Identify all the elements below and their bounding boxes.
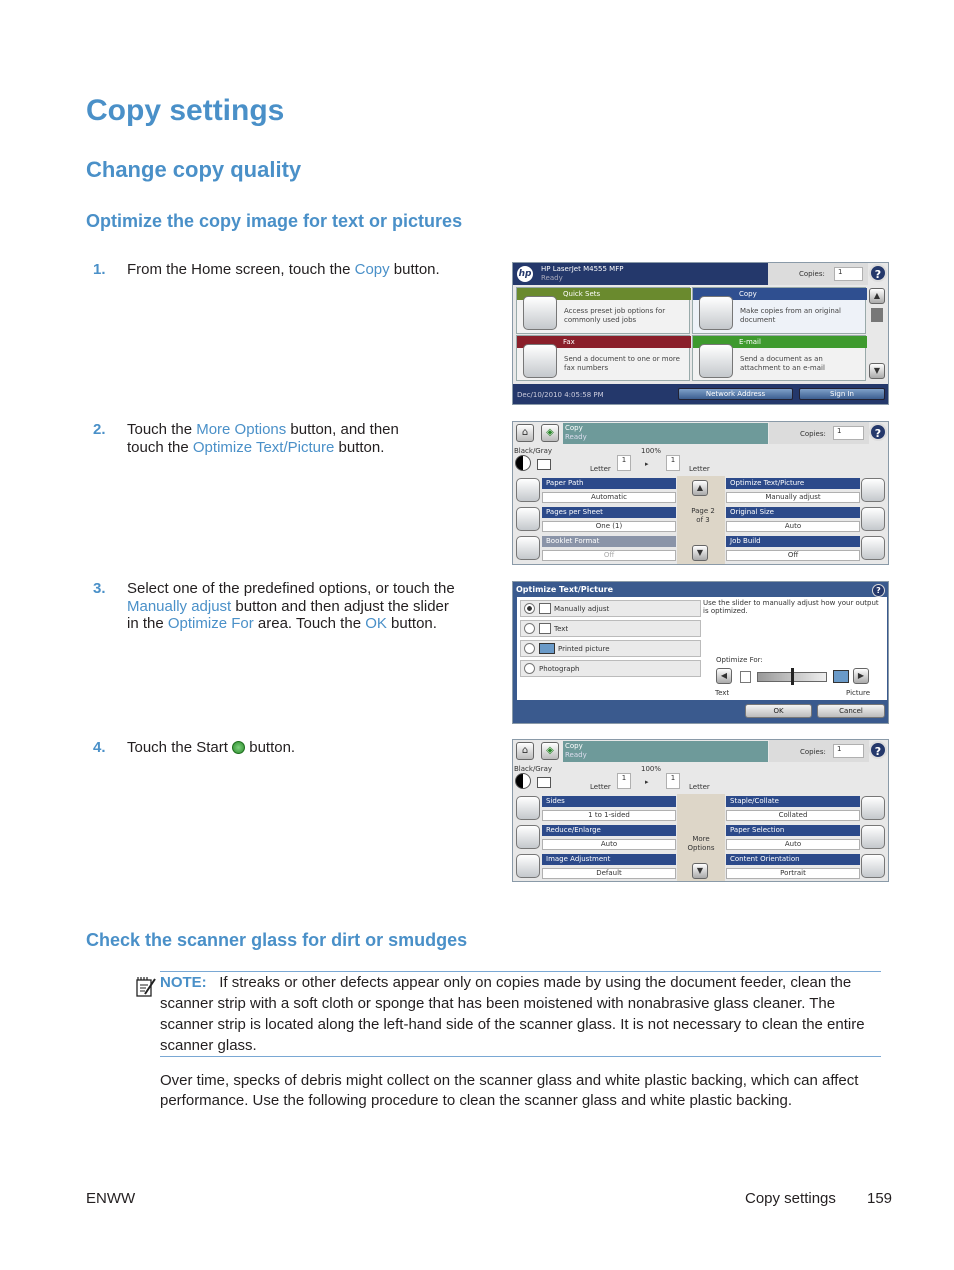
email-tile[interactable] — [692, 335, 866, 381]
slider-hint: Use the slider to manually adjust how your output is optimized. — [703, 599, 879, 615]
contrast-icon — [515, 773, 531, 789]
image-adjustment-label[interactable]: Image Adjustment — [542, 854, 676, 865]
paper-out: Letter — [689, 783, 710, 791]
fax-icon — [523, 344, 557, 378]
step-text: Touch the Start button. — [127, 739, 296, 756]
copies-input[interactable]: 1 — [833, 744, 864, 758]
content-orientation-value: Portrait — [726, 868, 860, 879]
original-icon — [537, 459, 551, 470]
booklet-format-label[interactable]: Booklet Format — [542, 536, 676, 547]
start-icon[interactable]: ◈ — [541, 424, 559, 442]
optimize-dialog — [512, 581, 889, 724]
staple-collate-label[interactable]: Staple/Collate — [726, 796, 860, 807]
option-text[interactable] — [520, 620, 701, 637]
staple-collate-value: Collated — [726, 810, 860, 821]
paper-path-icon[interactable] — [516, 478, 540, 502]
tile-desc: Send a document to one or more fax numbers — [564, 355, 680, 372]
pages-per-sheet-icon[interactable] — [516, 507, 540, 531]
option-printed-picture[interactable] — [520, 640, 701, 657]
step-number: 1. — [93, 261, 106, 278]
paper-selection-value: Auto — [726, 839, 860, 850]
tile-title: Quick Sets — [517, 288, 691, 300]
note-block — [160, 972, 885, 1056]
copy-header — [563, 741, 768, 762]
more-options-button[interactable]: More Options — [687, 835, 715, 852]
optimize-for-link[interactable]: Optimize For — [167, 615, 254, 632]
count-out: 1 — [666, 455, 680, 471]
option-label: Photograph — [539, 665, 580, 673]
booklet-info-icon[interactable] — [516, 536, 540, 560]
help-icon[interactable]: ? — [869, 423, 887, 441]
quick-sets-tile[interactable] — [516, 287, 690, 334]
page-down-button[interactable]: ▼ — [692, 545, 708, 561]
step-number: 3. — [93, 580, 106, 597]
count-in: 1 — [617, 455, 631, 471]
radio[interactable] — [524, 623, 535, 634]
dialog-title: Optimize Text/Picture — [516, 585, 614, 594]
paper-out: Letter — [689, 465, 710, 473]
slider-thumb[interactable] — [791, 668, 794, 685]
slider-left-label: Text — [715, 689, 730, 697]
subsection-heading-optimize: Optimize the copy image for text or pictures — [86, 211, 463, 231]
step-text: From the Home screen, touch the Copy button. — [127, 261, 440, 278]
start-icon — [232, 741, 245, 754]
more-options-down-button[interactable]: ▼ — [692, 863, 708, 879]
image-adjustment-icon[interactable] — [516, 854, 540, 878]
page-label: Page 2 — [691, 507, 715, 515]
body-paragraph: Over time, specks of debris might collect on the scanner glass and white plastic backing, which can affect performance. Use the following procedure to clean the scanner glass and white plastic backing. — [160, 1072, 859, 1109]
more-options-link[interactable]: More Options — [196, 421, 287, 438]
copy-icon — [699, 296, 733, 330]
copy-link[interactable]: Copy — [354, 261, 390, 278]
sides-icon[interactable] — [516, 796, 540, 820]
picture-mode-icon — [833, 670, 849, 683]
copy-main-screen — [512, 739, 889, 882]
job-build-label[interactable]: Job Build — [726, 536, 860, 547]
copies-input[interactable]: 1 — [834, 267, 863, 281]
step-text: Touch the More Options button, and then touch the Optimize Text/Picture button. — [127, 421, 399, 456]
note-icon — [135, 976, 157, 998]
option-label: Text — [554, 625, 569, 633]
sides-value: 1 to 1-sided — [542, 810, 676, 821]
home-screen — [512, 262, 889, 405]
radio[interactable] — [524, 643, 535, 654]
page-number: 159 — [867, 1190, 893, 1207]
printer-model: HP LaserJet M4555 MFP — [541, 265, 624, 273]
copy-options-screen — [512, 421, 889, 565]
booklet-format-value: Off — [542, 550, 676, 561]
copies-area — [768, 263, 868, 285]
copies-label: Copies: — [799, 270, 825, 278]
help-icon[interactable]: ? — [869, 264, 887, 282]
radio[interactable] — [524, 663, 535, 674]
optimize-icon[interactable] — [861, 478, 885, 502]
radio-selected[interactable] — [524, 603, 535, 614]
staple-icon[interactable] — [861, 796, 885, 820]
manually-adjust-link[interactable]: Manually adjust — [127, 597, 232, 615]
original-size-icon[interactable] — [861, 507, 885, 531]
home-header — [513, 263, 768, 285]
pages-per-sheet-value: One (1) — [542, 521, 676, 532]
optimize-text-picture-link[interactable]: Optimize Text/Picture — [192, 438, 335, 456]
option-label: Manually adjust — [554, 605, 610, 613]
quick-sets-icon — [523, 296, 557, 330]
zoom-value: 100% — [641, 447, 662, 455]
cancel-button[interactable]: Cancel — [817, 704, 885, 718]
section-heading: Change copy quality — [86, 157, 302, 182]
note-bottom-rule — [160, 1056, 881, 1057]
copy-header — [563, 423, 768, 444]
network-address-button[interactable]: Network Address — [678, 388, 793, 400]
slider-right-button[interactable]: ▶ — [853, 668, 869, 684]
slider-right-label: Picture — [846, 689, 871, 697]
job-build-value: Off — [726, 550, 860, 561]
arrow-right-icon: ▸ — [645, 460, 649, 468]
copies-area — [769, 422, 869, 444]
tile-desc: Send a document as an attachment to an e-mail — [740, 355, 825, 372]
copies-area — [769, 740, 869, 762]
ok-link[interactable]: OK — [365, 615, 387, 632]
content-orientation-label[interactable]: Content Orientation — [726, 854, 860, 865]
sides-label[interactable]: Sides — [542, 796, 676, 807]
orientation-icon[interactable] — [861, 854, 885, 878]
note-text: If streaks or other defects appear only on copies made by using the document feeder, clean the scanner strip with a soft cloth or sponge that has been moistened with nonabrasive glass cleaner. The scanner strip is located along the left-hand side of the scanner glass. It is not necessary to clean the entire scanner glass. — [160, 974, 865, 1054]
reduce-enlarge-value: Auto — [542, 839, 676, 850]
step-text: Select one of the predefined options, or touch the Manually adjust button and then adjust the slider in the Optimize For area. Touch the OK button. — [127, 580, 455, 632]
scroll-down-button[interactable]: ▼ — [869, 363, 885, 379]
email-icon — [699, 344, 733, 378]
job-build-icon[interactable] — [861, 536, 885, 560]
screen-title: Copy — [565, 742, 583, 750]
footer-title: Copy settings — [745, 1190, 836, 1207]
scroll-up-button[interactable]: ▲ — [869, 288, 885, 304]
text-mode-icon — [740, 671, 751, 683]
original-icon — [537, 777, 551, 788]
reduce-enlarge-icon[interactable] — [516, 825, 540, 849]
zoom-value: 100% — [641, 765, 662, 773]
color-mode: Black/Gray — [514, 447, 553, 455]
footer-left: ENWW — [86, 1190, 136, 1207]
count-in: 1 — [617, 773, 631, 789]
optimize-text-picture-label[interactable]: Optimize Text/Picture — [726, 478, 860, 489]
copies-label: Copies: — [800, 748, 826, 756]
page-of: of 3 — [696, 516, 710, 524]
manual-icon — [539, 603, 551, 614]
subsection-heading-scanner: Check the scanner glass for dirt or smudges — [86, 930, 468, 950]
count-out: 1 — [666, 773, 680, 789]
optimize-text-picture-value: Manually adjust — [726, 492, 860, 503]
tile-title: Fax — [517, 336, 691, 348]
option-photograph[interactable] — [520, 660, 701, 677]
datetime: Dec/10/2010 4:05:58 PM — [517, 391, 604, 399]
help-icon[interactable]: ? — [869, 741, 887, 759]
home-footer — [513, 384, 889, 405]
step-number: 4. — [93, 739, 106, 756]
home-icon[interactable]: ⌂ — [516, 742, 534, 760]
tile-desc: Access preset job options for commonly used jobs — [564, 307, 666, 324]
copies-label: Copies: — [800, 430, 826, 438]
fax-tile[interactable] — [516, 335, 690, 381]
page-up-button[interactable]: ▲ — [692, 480, 708, 496]
start-icon[interactable]: ◈ — [541, 742, 559, 760]
color-mode: Black/Gray — [514, 765, 553, 773]
page-title: Copy settings — [86, 94, 285, 127]
home-icon[interactable]: ⌂ — [516, 424, 534, 442]
tile-desc: Make copies from an original document — [740, 307, 841, 324]
scrollbar-thumb[interactable] — [871, 308, 883, 322]
optimize-for-label: Optimize For: — [716, 656, 763, 664]
screen-status: Ready — [565, 751, 587, 759]
contrast-icon — [515, 455, 531, 471]
option-manually-adjust[interactable] — [520, 600, 701, 617]
paper-selection-icon[interactable] — [861, 825, 885, 849]
arrow-right-icon: ▸ — [645, 778, 649, 786]
paper-selection-label[interactable]: Paper Selection — [726, 825, 860, 836]
image-adjustment-value: Default — [542, 868, 676, 879]
paper-path-label[interactable]: Paper Path — [542, 478, 676, 489]
paper-path-value: Automatic — [542, 492, 676, 503]
original-size-value: Auto — [726, 521, 860, 532]
slider-left-button[interactable]: ◀ — [716, 668, 732, 684]
step-number: 2. — [93, 421, 106, 438]
printer-status: Ready — [541, 274, 563, 282]
tile-title: E-mail — [693, 336, 867, 348]
hp-logo-icon: hp — [517, 266, 533, 282]
tile-title: Copy — [693, 288, 867, 300]
picture-icon — [539, 643, 555, 654]
copy-tile[interactable] — [692, 287, 866, 334]
reduce-enlarge-label[interactable]: Reduce/Enlarge — [542, 825, 676, 836]
sign-in-button[interactable]: Sign In — [799, 388, 885, 400]
paper-in: Letter — [590, 465, 611, 473]
dialog-body — [517, 597, 887, 700]
help-icon[interactable]: ? — [872, 584, 885, 597]
copies-input[interactable]: 1 — [833, 426, 864, 440]
note-label: NOTE: — [160, 974, 207, 991]
screen-title: Copy — [565, 424, 583, 432]
original-size-label[interactable]: Original Size — [726, 507, 860, 518]
screen-status: Ready — [565, 433, 587, 441]
text-icon — [539, 623, 551, 634]
ok-button[interactable]: OK — [745, 704, 812, 718]
option-label: Printed picture — [558, 645, 610, 653]
paper-in: Letter — [590, 783, 611, 791]
pages-per-sheet-label[interactable]: Pages per Sheet — [542, 507, 676, 518]
